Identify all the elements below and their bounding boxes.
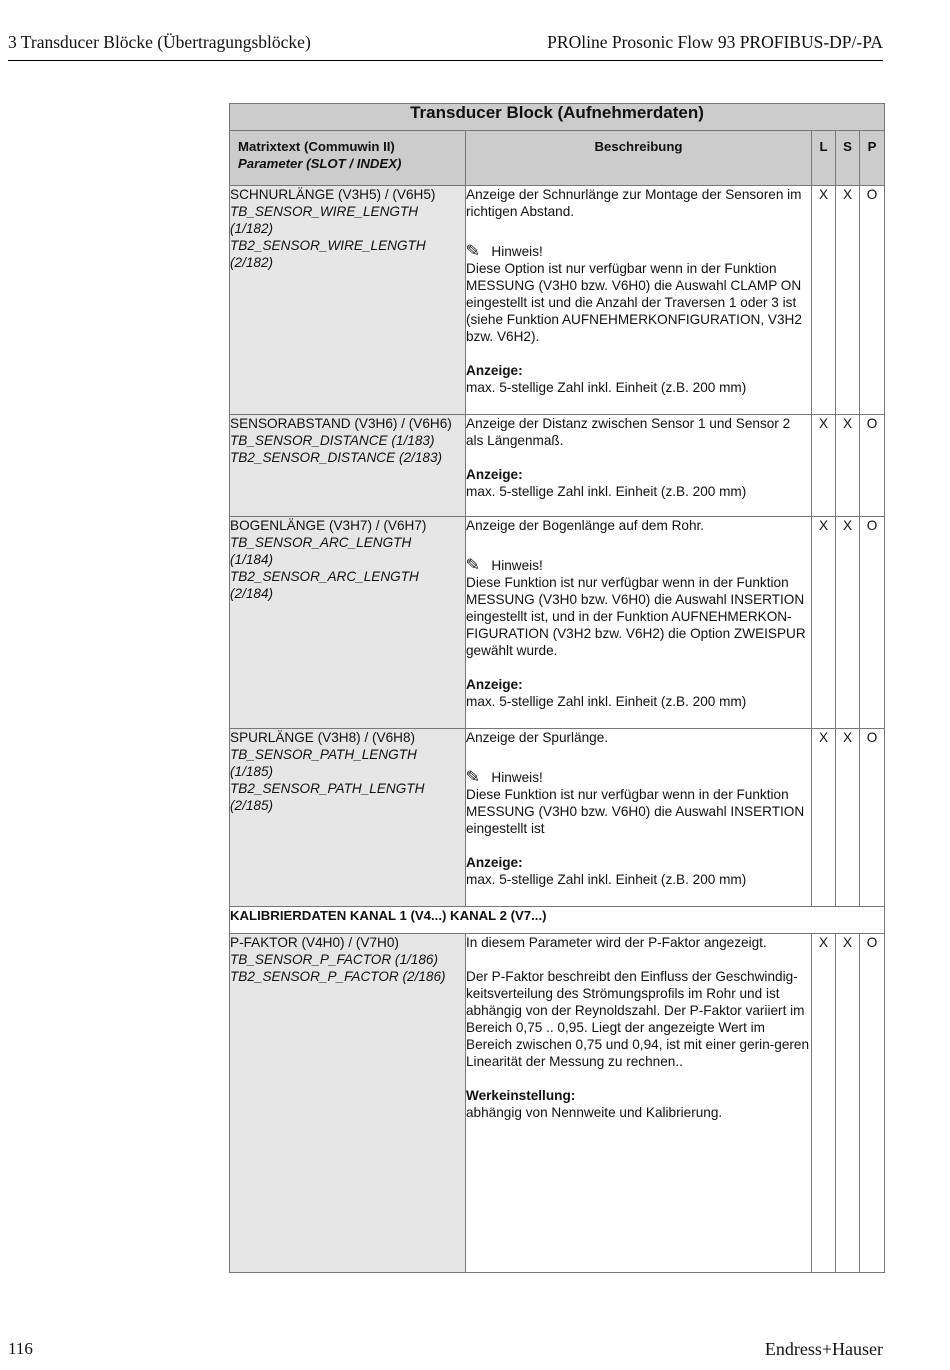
column-header-p: P — [860, 131, 885, 186]
table-row — [230, 415, 885, 517]
brand-logo: Endress+Hauser — [764, 1339, 883, 1359]
parameter-index: (2/185) — [230, 798, 274, 813]
parameter-name: P-FAKTOR (V4H0) / (V7H0) — [230, 935, 399, 950]
parameter-index: (1/185) — [230, 764, 274, 779]
note-heading — [466, 557, 811, 574]
column-header-parameter — [230, 131, 466, 186]
table-row — [230, 517, 885, 729]
flag-s: X — [836, 729, 860, 907]
description-cell — [466, 186, 812, 415]
parameter-cell — [230, 934, 466, 1273]
column-header-description: Beschreibung — [466, 131, 812, 186]
parameter-id: TB2_SENSOR_ARC_LENGTH — [230, 569, 419, 584]
flag-s: X — [836, 415, 860, 517]
display-label: Anzeige: — [466, 855, 523, 870]
display-value: max. 5-stellige Zahl inkl. Einheit (z.B. 200 mm) — [466, 694, 747, 709]
note-heading — [466, 243, 811, 260]
description-cell — [466, 415, 812, 517]
flag-l: X — [812, 186, 836, 415]
chapter-title: 3 Transducer Blöcke (Übertragungsblöcke) — [8, 32, 311, 52]
flag-p: O — [860, 517, 885, 729]
page-number: 116 — [8, 1339, 33, 1358]
parameter-name: SPURLÄNGE (V3H8) / (V6H8) — [230, 730, 416, 745]
description-cell — [466, 729, 812, 907]
document-title: PROline Prosonic Flow 93 PROFIBUS-DP/-PA — [547, 32, 883, 52]
display-label: Anzeige: — [466, 363, 523, 378]
pencil-icon: ✎ — [465, 769, 481, 786]
display-value: max. 5-stellige Zahl inkl. Einheit (z.B. 200 mm) — [466, 484, 747, 499]
parameter-id: TB_SENSOR_DISTANCE (1/183) — [230, 433, 435, 448]
display-value: max. 5-stellige Zahl inkl. Einheit (z.B. 200 mm) — [466, 380, 747, 395]
default-value: abhängig von Nennweite und Kalibrierung. — [466, 1105, 723, 1120]
parameter-index: (2/182) — [230, 255, 274, 270]
pencil-icon: ✎ — [465, 557, 481, 574]
column-header-matrixtext: Matrixtext (Commuwin II) — [238, 139, 395, 154]
parameter-name: SCHNURLÄNGE (V3H5) / (V6H5) — [230, 187, 436, 202]
table-row — [230, 934, 885, 1273]
display-label: Anzeige: — [466, 677, 523, 692]
page-header — [8, 32, 883, 61]
description-cell — [466, 934, 812, 1273]
description-cell — [466, 517, 812, 729]
flag-p: O — [860, 186, 885, 415]
parameter-name: SENSORABSTAND (V3H6) / (V6H6) — [230, 416, 452, 431]
table-row — [230, 186, 885, 415]
display-label: Anzeige: — [466, 467, 523, 482]
section-heading: KALIBRIERDATEN KANAL 1 (V4...) KANAL 2 (V7...) — [230, 907, 885, 934]
column-header-s: S — [836, 131, 860, 186]
parameter-id: TB2_SENSOR_WIRE_LENGTH — [230, 238, 426, 253]
flag-l: X — [812, 415, 836, 517]
flag-p: O — [860, 934, 885, 1273]
pencil-icon: ✎ — [465, 243, 481, 260]
parameter-cell — [230, 517, 466, 729]
parameter-id: TB_SENSOR_PATH_LENGTH — [230, 747, 417, 762]
flag-s: X — [836, 186, 860, 415]
parameter-id: TB_SENSOR_P_FACTOR (1/186) — [230, 952, 439, 967]
flag-l: X — [812, 517, 836, 729]
display-value: max. 5-stellige Zahl inkl. Einheit (z.B. 200 mm) — [466, 872, 747, 887]
section-row — [230, 907, 885, 934]
parameter-index: (1/184) — [230, 552, 274, 567]
description-text: Anzeige der Bogenlänge auf dem Rohr. — [466, 518, 705, 533]
default-label: Werkeinstellung: — [466, 1088, 576, 1103]
note-label: Hinweis! — [491, 770, 543, 785]
note-text: Diese Funktion ist nur verfügbar wenn in der Funktion MESSUNG (V3H0 bzw. V6H0) die Auswahl INSERTION eingestellt ist — [466, 787, 805, 836]
parameter-index: (1/182) — [230, 221, 274, 236]
flag-l: X — [812, 729, 836, 907]
parameter-id: TB2_SENSOR_PATH_LENGTH — [230, 781, 425, 796]
description-text: In diesem Parameter wird der P-Faktor angezeigt. — [466, 935, 767, 950]
table-title: Transducer Block (Aufnehmerdaten) — [230, 104, 885, 131]
parameter-name: BOGENLÄNGE (V3H7) / (V6H7) — [230, 518, 427, 533]
parameter-id: TB2_SENSOR_DISTANCE (2/183) — [230, 450, 443, 465]
flag-p: O — [860, 729, 885, 907]
parameter-id: TB_SENSOR_ARC_LENGTH — [230, 535, 412, 550]
note-text: Diese Option ist nur verfügbar wenn in der Funktion MESSUNG (V3H0 bzw. V6H0) die Auswahl CLAMP ON eingestellt ist und die Anzahl der Traversen 1 oder 3 ist (siehe Funktion AUFNEHMERKONFIGURATION, V3H2 bzw. V6H2). — [466, 261, 802, 344]
note-label: Hinweis! — [491, 244, 543, 259]
parameter-cell — [230, 186, 466, 415]
flag-p: O — [860, 415, 885, 517]
parameter-cell — [230, 415, 466, 517]
note-text: Diese Funktion ist nur verfügbar wenn in der Funktion MESSUNG (V3H0 bzw. V6H0) die Auswahl INSERTION eingestellt ist, und in der Funktion AUFNEHMERKON-FIGURATION (V3H2 bzw. V6H2) die Option ZWEISPUR gewählt wurde. — [466, 575, 806, 658]
parameter-id: TB_SENSOR_WIRE_LENGTH — [230, 204, 419, 219]
table-column-header — [230, 131, 885, 186]
description-text: Anzeige der Distanz zwischen Sensor 1 und Sensor 2 als Längenmaß. — [466, 416, 791, 448]
description-text: Anzeige der Schnurlänge zur Montage der Sensoren im richtigen Abstand. — [466, 187, 802, 219]
flag-s: X — [836, 934, 860, 1273]
parameter-cell — [230, 729, 466, 907]
parameter-id: TB2_SENSOR_P_FACTOR (2/186) — [230, 969, 446, 984]
flag-s: X — [836, 517, 860, 729]
note-heading — [466, 769, 811, 786]
column-header-l: L — [812, 131, 836, 186]
flag-l: X — [812, 934, 836, 1273]
description-detail: Der P-Faktor beschreibt den Einfluss der Geschwindig-keitsverteilung des Strömungsprofils im Rohr und ist abhängig von der Reynoldszahl. Der P-Faktor variiert im Bereich 0,75 .. 0,95. Liegt der angezeigte Wert im Bereich zwischen 0,75 und 0,94, ist mit einer gerin-geren Linearität der Messung zu rechnen.. — [466, 969, 810, 1069]
description-text: Anzeige der Spurlänge. — [466, 730, 609, 745]
note-label: Hinweis! — [491, 558, 543, 573]
parameter-index: (2/184) — [230, 586, 274, 601]
column-header-slot-index: Parameter (SLOT / INDEX) — [238, 156, 402, 171]
table-row — [230, 729, 885, 907]
transducer-block-table — [229, 103, 885, 1273]
